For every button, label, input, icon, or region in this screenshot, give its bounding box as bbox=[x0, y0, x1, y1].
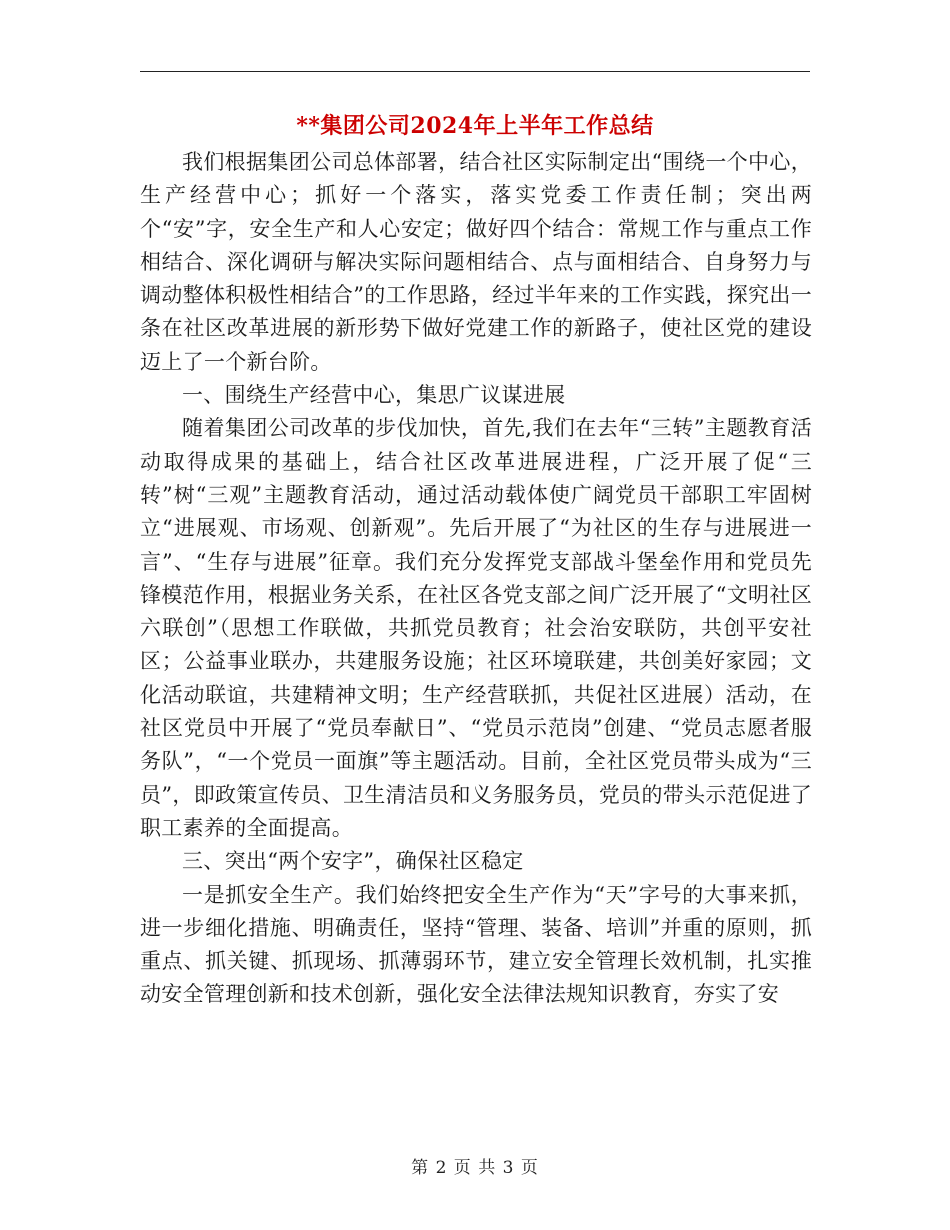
document-title: **集团公司2024年上半年工作总结 bbox=[296, 113, 654, 139]
intro-paragraph: 我们根据集团公司总体部署，结合社区实际制定出“围绕一个中心，生产经营中心；抓好一个落实，落实党委工作责任制；突出两个“安”字，安全生产和人心安定；做好四个结合：常规工作与重点工作相结合、深化调研与解决实际问题相结合、点与面相结合、自身努力与调动整体积极性相结合”的工作思路，经过半年来的工作实践，探究出一条在社区改革进展的新形势下做好党建工作的新路子，使社区党的建设迈上了一个新台阶。 bbox=[140, 150, 812, 374]
header-rule bbox=[140, 71, 810, 72]
section-1-paragraph: 随着集团公司改革的步伐加快，首先,我们在去年“三转”主题教育活动取得成果的基础上，结合社区改革进展进程，广泛开展了促“三转”树“三观”主题教育活动，通过活动载体使广阔党员干部职工牢固树立“进展观、市场观、创新观”。先后开展了“为社区的生存与进展进一言”、“生存与进展”征章。我们充分发挥党支部战斗堡垒作用和党员先锋模范作用，根据业务关系，在社区各党支部之间广泛开展了“文明社区六联创”（思想工作联做，共抓党员教育；社会治安联防，共创平安社区；公益事业联办，共建服务设施；社区环境联建，共创美好家园；文化活动联谊，共建精神文明；生产经营联抓，共促社区进展）活动，在社区党员中开展了“党员奉献日”、“党员示范岗”创建、“党员志愿者服务队”，“一个党员一面旗”等主题活动。目前，全社区党员带头成为“三员”，即政策宣传员、卫生清洁员和义务服务员，党员的带头示范促进了职工素养的全面提高。 bbox=[140, 416, 812, 840]
section-heading-1: 一、围绕生产经营中心，集思广议谋进展 bbox=[182, 383, 566, 408]
section-heading-3: 三、突出“两个安字”，确保社区稳定 bbox=[182, 849, 524, 874]
section-3-paragraph: 一是抓安全生产。我们始终把安全生产作为“天”字号的大事来抓，进一步细化措施、明确责任，坚持“管理、装备、培训”并重的原则，抓重点、抓关键、抓现场、抓薄弱环节，建立安全管理长效机制，扎实推动安全管理创新和技术创新，强化安全法律法规知识教育，夯实了安 bbox=[140, 882, 812, 1007]
document-body bbox=[140, 146, 812, 1012]
page-number-footer: 第 2 页 共 3 页 bbox=[411, 1158, 539, 1178]
